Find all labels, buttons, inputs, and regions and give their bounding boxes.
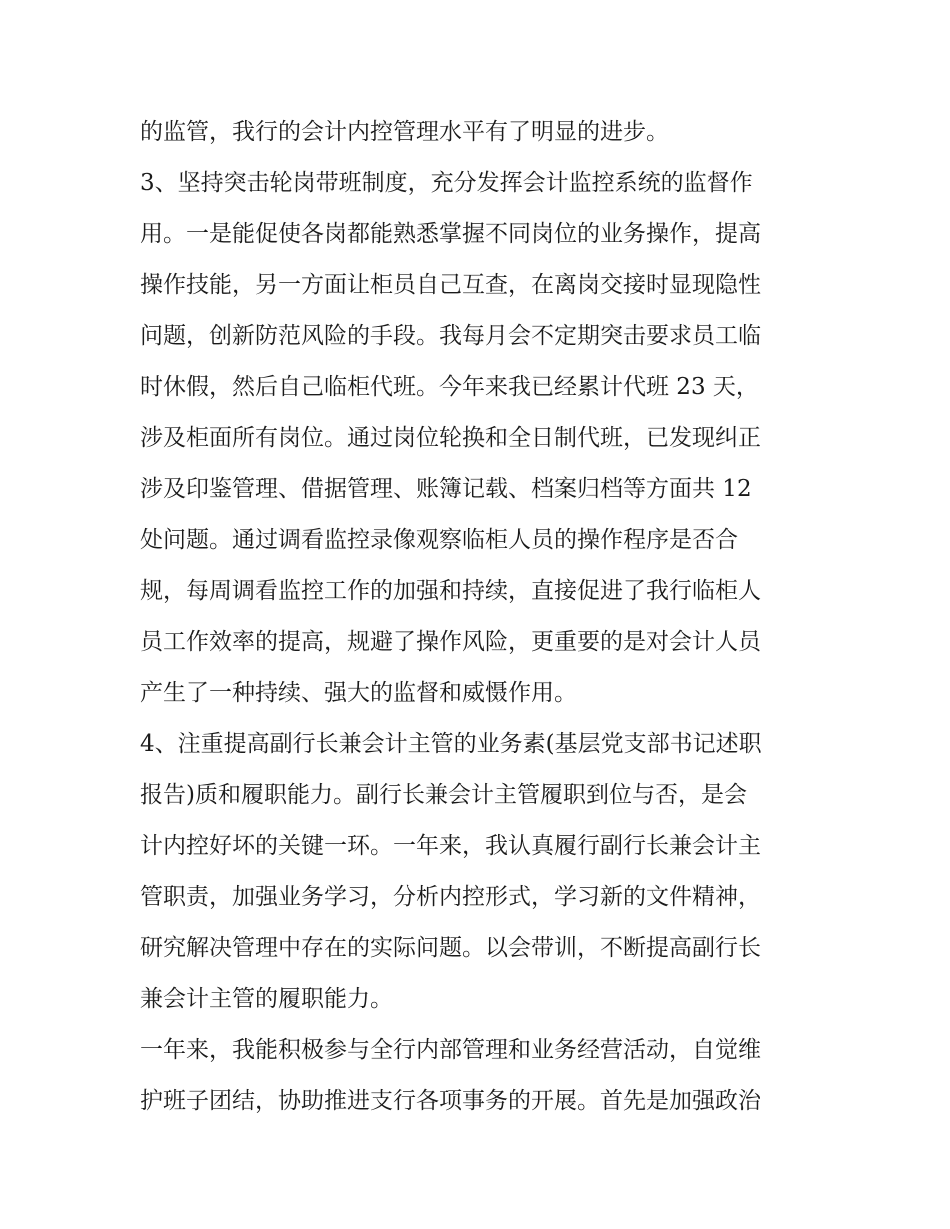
text-line: 问题，创新防范风险的手段。我每月会不定期突击要求员工临 [140, 323, 761, 349]
text-line: 兼会计主管的履职能力。 [140, 986, 393, 1012]
text-line: 3、坚持突击轮岗带班制度，充分发挥会计监控系统的监督作 [140, 170, 753, 196]
text-line: 用。一是能促使各岗都能熟悉掌握不同岗位的业务操作，提高 [140, 221, 761, 247]
text-line: 规，每周调看监控工作的加强和持续，直接促进了我行临柜人 [140, 578, 761, 604]
text-line: 产生了一种持续、强大的监督和威慑作用。 [140, 680, 577, 706]
text-line: 4、注重提高副行长兼会计主管的业务素(基层党支部书记述职 [140, 731, 762, 757]
text-line: 操作技能，另一方面让柜员自己互查，在离岗交接时显现隐性 [140, 272, 761, 298]
text-line: 管职责，加强业务学习，分析内控形式，学习新的文件精神， [140, 884, 761, 910]
text-line: 时休假，然后自己临柜代班。今年来我已经累计代班 23 天， [140, 374, 759, 400]
text-line: 计内控好坏的关键一环。一年来，我认真履行副行长兼会计主 [140, 833, 761, 859]
text-line: 涉及柜面所有岗位。通过岗位轮换和全日制代班，已发现纠正 [140, 425, 761, 451]
text-line: 处问题。通过调看监控录像观察临柜人员的操作程序是否合 [140, 527, 738, 553]
text-line: 员工作效率的提高，规避了操作风险，更重要的是对会计人员 [140, 629, 761, 655]
text-line: 一年来，我能积极参与全行内部管理和业务经营活动，自觉维 [140, 1037, 761, 1063]
text-line: 护班子团结，协助推进支行各项事务的开展。首先是加强政治 [140, 1088, 761, 1114]
text-line: 研究解决管理中存在的实际问题。以会带训，不断提高副行长 [140, 935, 761, 961]
document-body [140, 107, 820, 1127]
text-line: 报告)质和履职能力。副行长兼会计主管履职到位与否，是会 [140, 782, 747, 808]
text-line: 涉及印鉴管理、借据管理、账簿记载、档案归档等方面共 12 [140, 476, 752, 502]
text-line: 的监管，我行的会计内控管理水平有了明显的进步。 [140, 119, 669, 145]
